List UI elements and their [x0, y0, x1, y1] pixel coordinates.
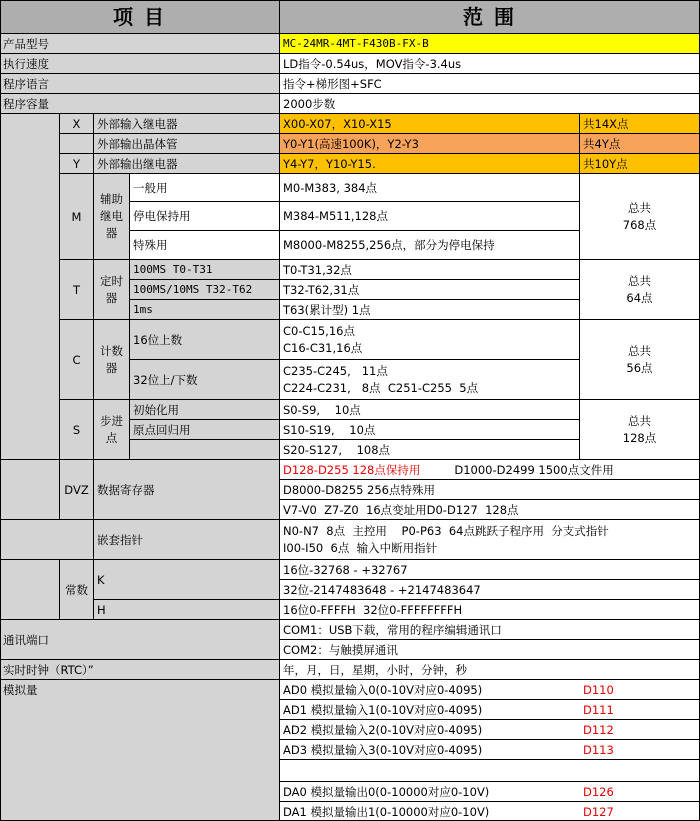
ad3-reg: D113	[583, 743, 614, 757]
dvz-spacer	[0, 460, 60, 520]
const-h: H	[94, 600, 280, 620]
d-name: 数据寄存器	[94, 460, 280, 520]
m-r3-name: 特殊用	[130, 231, 280, 260]
tr-name: 外部输出晶体管	[94, 134, 280, 154]
x-name: 外部输入继电器	[94, 114, 280, 134]
const-k: K	[94, 560, 280, 600]
comm-line2: COM2：与触摸屏通讯	[280, 640, 700, 660]
s-r2-value: S10-S19, 10点	[280, 420, 580, 440]
analog-ad3	[280, 740, 700, 760]
t-type: 定时器	[94, 260, 130, 320]
speed-value: LD指令-0.54us，MOV指令-3.4us	[280, 54, 700, 74]
x-total: 共14X点	[580, 114, 700, 134]
t-r1-value: T0-T31,32点	[280, 260, 580, 280]
m-r3-value: M8000-M8255,256点，部分为停电保持	[280, 231, 580, 260]
comm-label: 通讯端口	[0, 620, 280, 660]
ad0-text: AD0 模拟量输入0(0-10V对应0-4095)	[283, 683, 483, 697]
t-r1-name: 100MS T0-T31	[130, 260, 280, 280]
nest-name: 嵌套指针	[94, 520, 280, 560]
s-type: 步进点	[94, 400, 130, 460]
c-type: 计数器	[94, 320, 130, 400]
model-label: 产品型号	[0, 34, 280, 54]
ad2-reg: D112	[583, 723, 614, 737]
x-code: X	[60, 114, 94, 134]
header-item: 项 目	[0, 0, 280, 34]
t-total	[580, 260, 700, 320]
const-k2: 32位-2147483648 - +2147483647	[280, 580, 700, 600]
s-r3-value: S20-S127, 108点	[280, 440, 580, 460]
lang-label: 程序语言	[0, 74, 280, 94]
d-line1-file: D1000-D2499 1500点文件用	[454, 463, 614, 477]
s-total	[580, 400, 700, 460]
m-r2-name: 停电保持用	[130, 202, 280, 231]
m-type: 辅助继电器	[94, 174, 130, 260]
da1-text: DA1 模拟量输出1(0-10000对应0-10V)	[283, 805, 490, 819]
analog-da0	[280, 782, 700, 802]
c-code: C	[60, 320, 94, 400]
d-line3: V7-V0 Z7-Z0 16点变址用D0-D127 128点	[280, 500, 700, 520]
rtc-label: 实时时钟（RTC）”	[0, 660, 280, 680]
y-name: 外部输出继电器	[94, 154, 280, 174]
analog-ad2	[280, 720, 700, 740]
c-r2-value	[280, 360, 580, 400]
header-range: 范 围	[280, 0, 700, 34]
d-code: DVZ	[60, 460, 94, 520]
ad2-text: AD2 模拟量输入2(0-10V对应0-4095)	[283, 723, 483, 737]
x-range: X00-X07，X10-X15	[280, 114, 580, 134]
c-r1-name: 16位上数	[130, 320, 280, 360]
da0-text: DA0 模拟量输出0(0-10000对应0-10V)	[283, 785, 490, 799]
analog-ad1	[280, 700, 700, 720]
const-k1: 16位-32768 - +32767	[280, 560, 700, 580]
m-total	[580, 174, 700, 260]
nest-line2: I00-I50 6点 输入中断用指针	[283, 540, 438, 555]
m-total-label: 总共	[628, 200, 651, 215]
t-r3-value: T63(累计型) 1点	[280, 300, 580, 320]
m-total-count: 768点	[622, 217, 657, 232]
speed-label: 执行速度	[0, 54, 280, 74]
t-r3-name: 1ms	[130, 300, 280, 320]
t-code: T	[60, 260, 94, 320]
da1-reg: D127	[583, 805, 614, 819]
ad1-reg: D111	[583, 703, 614, 717]
c-total-count: 56点	[626, 360, 653, 375]
d-line1-kept: D128-D255 128点保持用	[283, 463, 421, 477]
y-total: 共10Y点	[580, 154, 700, 174]
nest-value	[280, 520, 700, 560]
d-line1	[280, 460, 700, 480]
s-r3-name	[130, 440, 280, 460]
t-r2-name: 100MS/10MS T32-T62	[130, 280, 280, 300]
lang-value: 指令+梯形图+SFC	[280, 74, 700, 94]
tr-range: Y0-Y1(高速100K)，Y2-Y3	[280, 134, 580, 154]
c-total	[580, 320, 700, 400]
capacity-label: 程序容量	[0, 94, 280, 114]
c-r2-line1: C235-C245, 11点	[283, 363, 388, 378]
m-r1-value: M0-M383, 384点	[280, 174, 580, 202]
const-spacer	[0, 560, 60, 620]
analog-da1	[280, 802, 700, 821]
tr-total: 共4Y点	[580, 134, 700, 154]
t-r2-value: T32-T62,31点	[280, 280, 580, 300]
d-line2: D8000-D8255 256点特殊用	[280, 480, 700, 500]
m-r1-name: 一般用	[130, 174, 280, 202]
analog-label: 模拟量	[0, 680, 280, 821]
model-value: MC-24MR-4MT-F430B-FX-B	[280, 34, 700, 54]
c-r1-line1: C0-C15,16点	[283, 323, 355, 338]
c-total-label: 总共	[628, 343, 651, 358]
c-r1-value	[280, 320, 580, 360]
nest-spacer	[0, 520, 94, 560]
s-r2-name: 原点回归用	[130, 420, 280, 440]
s-total-count: 128点	[622, 430, 657, 445]
s-code: S	[60, 400, 94, 460]
ad1-text: AD1 模拟量输入1(0-10V对应0-4095)	[283, 703, 483, 717]
c-r2-name: 32位上/下数	[130, 360, 280, 400]
m-code: M	[60, 174, 94, 260]
s-r1-name: 初始化用	[130, 400, 280, 420]
c-r1-line2: C16-C31,16点	[283, 340, 363, 355]
const-name: 常数	[60, 560, 94, 620]
c-r2-line2: C224-C231, 8点 C251-C255 5点	[283, 380, 479, 395]
m-r2-value: M384-M511,128点	[280, 202, 580, 231]
comm-line1: COM1：USB下载，常用的程序编辑通讯口	[280, 620, 700, 640]
capacity-value: 2000步数	[280, 94, 700, 114]
const-h1: 16位0-FFFFH 32位0-FFFFFFFFH	[280, 600, 700, 620]
t-total-label: 总共	[628, 273, 651, 288]
y-code: Y	[60, 154, 94, 174]
rtc-value: 年，月，日，星期，小时，分钟，秒	[280, 660, 700, 680]
s-r1-value: S0-S9, 10点	[280, 400, 580, 420]
t-total-count: 64点	[626, 290, 653, 305]
da0-reg: D126	[583, 785, 614, 799]
analog-empty	[280, 760, 700, 782]
s-total-label: 总共	[628, 413, 651, 428]
nest-line1: N0-N7 8点 主控用 P0-P63 64点跳跃子程序用 分支式指针	[283, 523, 609, 538]
analog-ad0	[280, 680, 700, 700]
block-spacer	[0, 114, 60, 460]
tr-code	[60, 134, 94, 154]
ad3-text: AD3 模拟量输入3(0-10V对应0-4095)	[283, 743, 483, 757]
y-range: Y4-Y7，Y10-Y15.	[280, 154, 580, 174]
ad0-reg: D110	[583, 683, 614, 697]
